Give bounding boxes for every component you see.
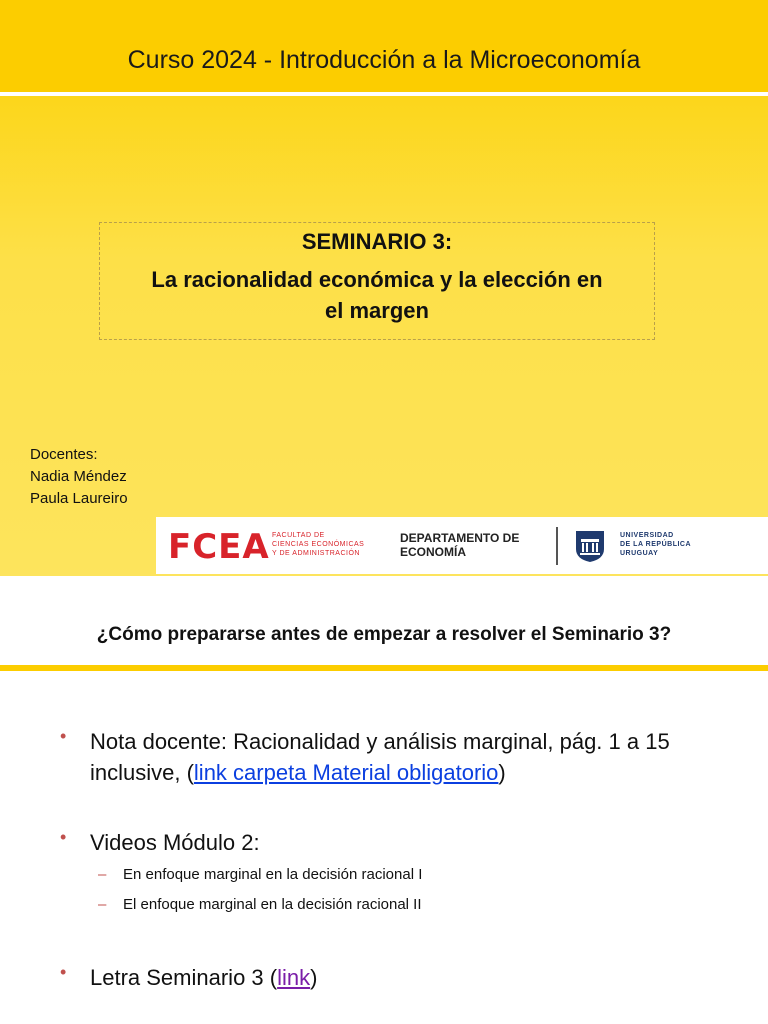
university-logo-line: URUGUAY: [620, 550, 659, 557]
docente-name: Paula Laureiro: [30, 490, 128, 507]
dash-icon: –: [98, 896, 107, 913]
fcea-caption-line: Y DE ADMINISTRACIÓN: [272, 550, 360, 557]
dash-icon: –: [98, 866, 107, 883]
list-item-label: ): [498, 760, 506, 785]
seminar-subtitle-line-1: La racionalidad económica y la elección en: [151, 267, 603, 292]
university-logo-line: DE LA REPÚBLICA: [620, 541, 692, 548]
list-item-label: Videos Módulo 2:: [90, 830, 260, 855]
fcea-caption-line: CIENCIAS ECONÓMICAS: [272, 541, 365, 548]
material-obligatorio-link[interactable]: link carpeta Material obligatorio: [193, 760, 499, 785]
department-logo: [400, 531, 519, 559]
seminar-subtitle-line-2: el margen: [325, 298, 429, 323]
docente-name: Nadia Méndez: [30, 468, 127, 485]
bullet-icon: •: [60, 827, 67, 847]
fcea-caption-line: FACULTAD DE: [272, 532, 325, 539]
logo-strip: [156, 517, 768, 574]
course-title: Curso 2024 - Introducción a la Microeconomía: [127, 46, 641, 74]
list-item-text: [90, 962, 750, 993]
university-shield-icon: [574, 529, 606, 563]
section-divider: [0, 665, 768, 671]
university-logo-text: [620, 531, 691, 558]
university-logo-line: UNIVERSIDAD: [620, 532, 674, 539]
department-logo-line: ECONOMÍA: [400, 545, 466, 559]
list-item-text: [90, 726, 750, 788]
logo-divider: [556, 527, 558, 565]
docentes-label: Docentes:: [30, 446, 98, 463]
fcea-logo: FCEA: [168, 527, 270, 567]
sub-list-item-label: En enfoque marginal en la decisión racional I: [123, 866, 423, 883]
title-bar: [0, 0, 768, 92]
fcea-logo-caption: [272, 531, 364, 558]
list-item-label: Nota docente: Racionalidad y análisis marginal, pág. 1 a 15 inclusive, (: [90, 729, 670, 785]
list-item-label: Letra Seminario 3 (: [90, 965, 278, 990]
letra-seminario-link[interactable]: link: [277, 965, 311, 990]
preparation-question: ¿Cómo prepararse antes de empezar a resolver el Seminario 3?: [96, 624, 672, 645]
title-divider: [0, 92, 768, 96]
sub-list-item-label: El enfoque marginal en la decisión racional II: [123, 896, 422, 913]
bullet-icon: •: [60, 726, 67, 746]
bullet-icon: •: [60, 962, 67, 982]
docentes-block: [30, 444, 128, 510]
seminar-box: [99, 222, 655, 340]
seminar-heading: SEMINARIO 3:: [301, 229, 453, 254]
department-logo-line: DEPARTAMENTO DE: [400, 531, 520, 545]
list-item-label: ): [310, 965, 318, 990]
